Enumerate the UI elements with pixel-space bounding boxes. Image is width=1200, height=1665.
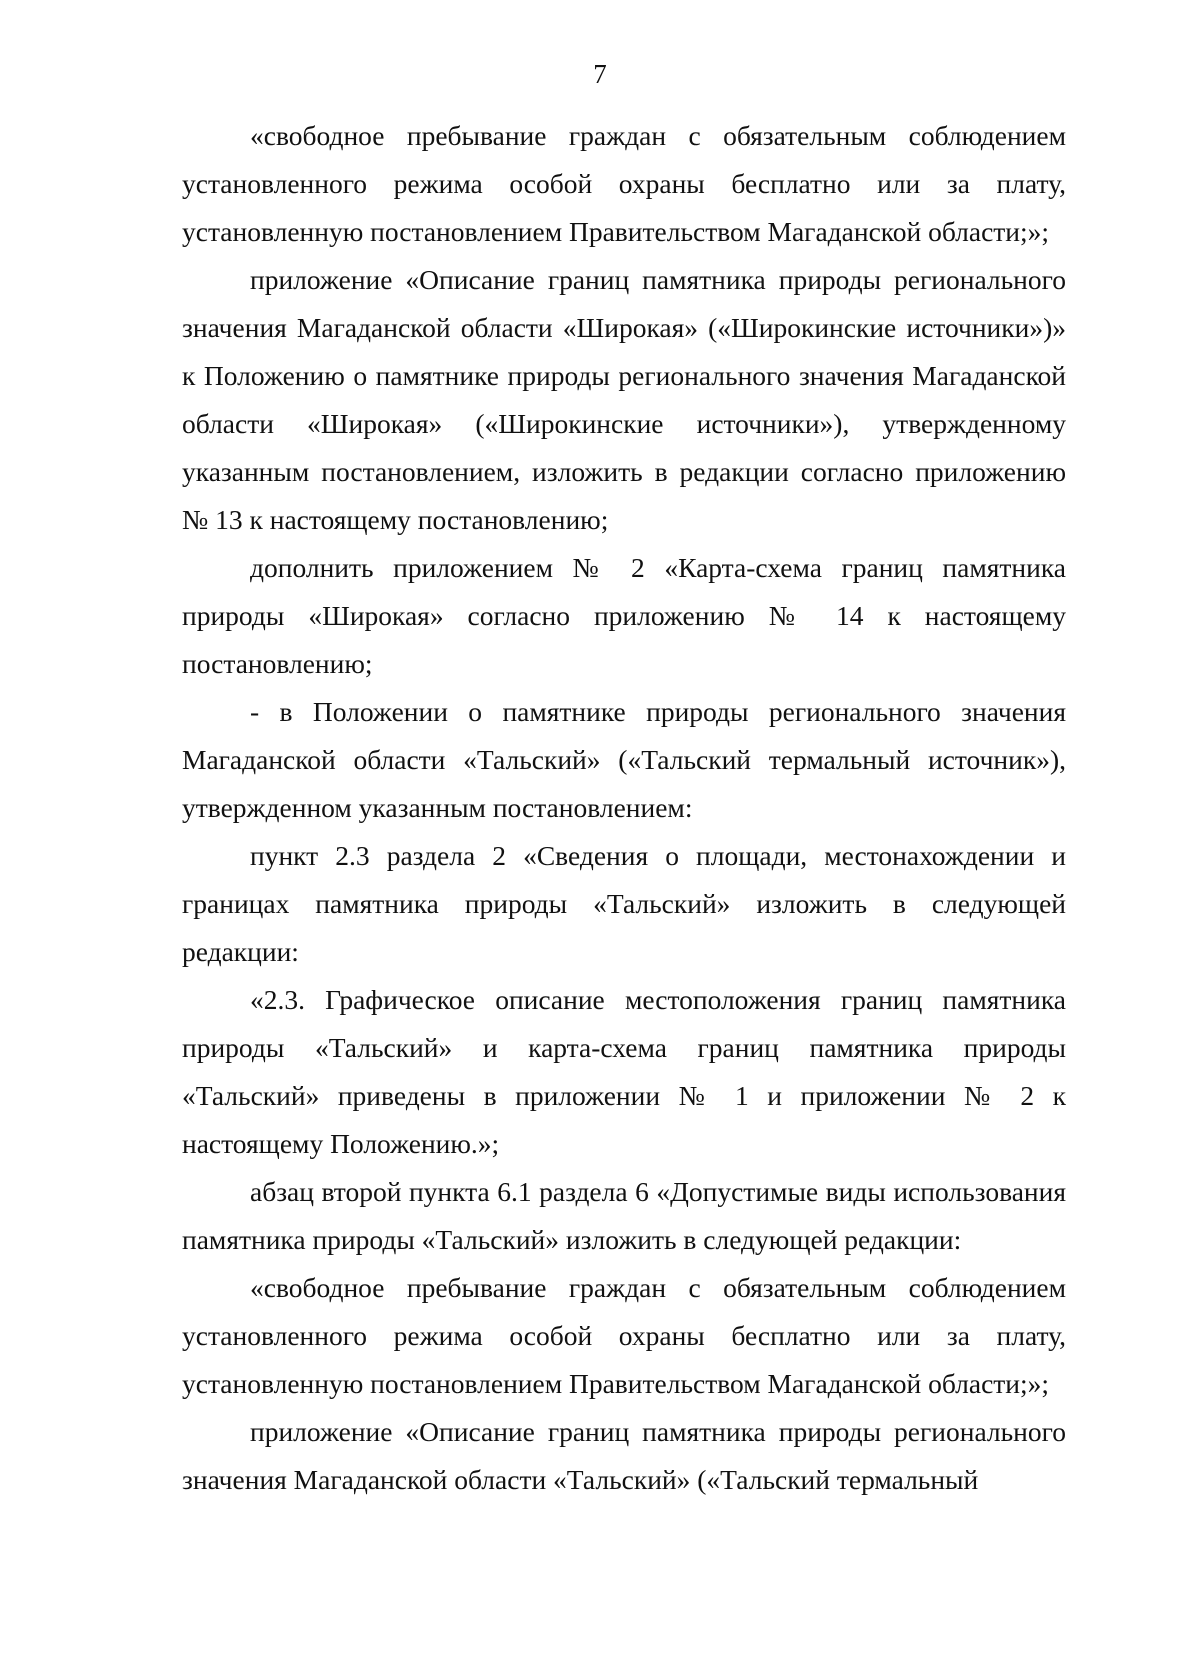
- paragraph-7: абзац второй пункта 6.1 раздела 6 «Допустимые виды использования памятника природы «Тальский» изложить в следующей редакции:: [182, 1176, 1066, 1255]
- paragraph-2: приложение «Описание границ памятника природы регионального значения Магаданской области «Широкая» («Широкинские источники»)» к Положению о памятнике природы регионального значения Магаданской области «Широкая» («Широкинские источники»), утвержденному указанным постановлением, изложить в редакции согласно приложению № 13 к настоящему постановлению;: [182, 264, 1066, 535]
- paragraph-6: «2.3. Графическое описание местоположения границ памятника природы «Тальский» и карта-схема границ памятника природы «Тальский» приведены в приложении № 1 и приложении № 2 к настоящему Положению.»;: [182, 984, 1066, 1159]
- paragraph-5: пункт 2.3 раздела 2 «Сведения о площади, местонахождении и границах памятника природы «Тальский» изложить в следующей редакции:: [182, 840, 1066, 967]
- paragraph-1: «свободное пребывание граждан с обязательным соблюдением установленного режима особой охраны бесплатно или за плату, установленную постановлением Правительством Магаданской области;»;: [182, 120, 1066, 247]
- paragraph-3: дополнить приложением № 2 «Карта-схема границ памятника природы «Широкая» согласно приложению № 14 к настоящему постановлению;: [182, 552, 1066, 679]
- paragraph-4: - в Положении о памятнике природы регионального значения Магаданской области «Тальский» («Тальский термальный источник»), утвержденном указанным постановлением:: [182, 696, 1066, 823]
- paragraph-9: приложение «Описание границ памятника природы регионального значения Магаданской области «Тальский» («Тальский термальный: [182, 1416, 1066, 1495]
- document-body: [182, 112, 1066, 1504]
- paragraph-8: «свободное пребывание граждан с обязательным соблюдением установленного режима особой охраны бесплатно или за плату, установленную постановлением Правительством Магаданской области;»;: [182, 1272, 1066, 1399]
- page-number: 7: [593, 59, 607, 89]
